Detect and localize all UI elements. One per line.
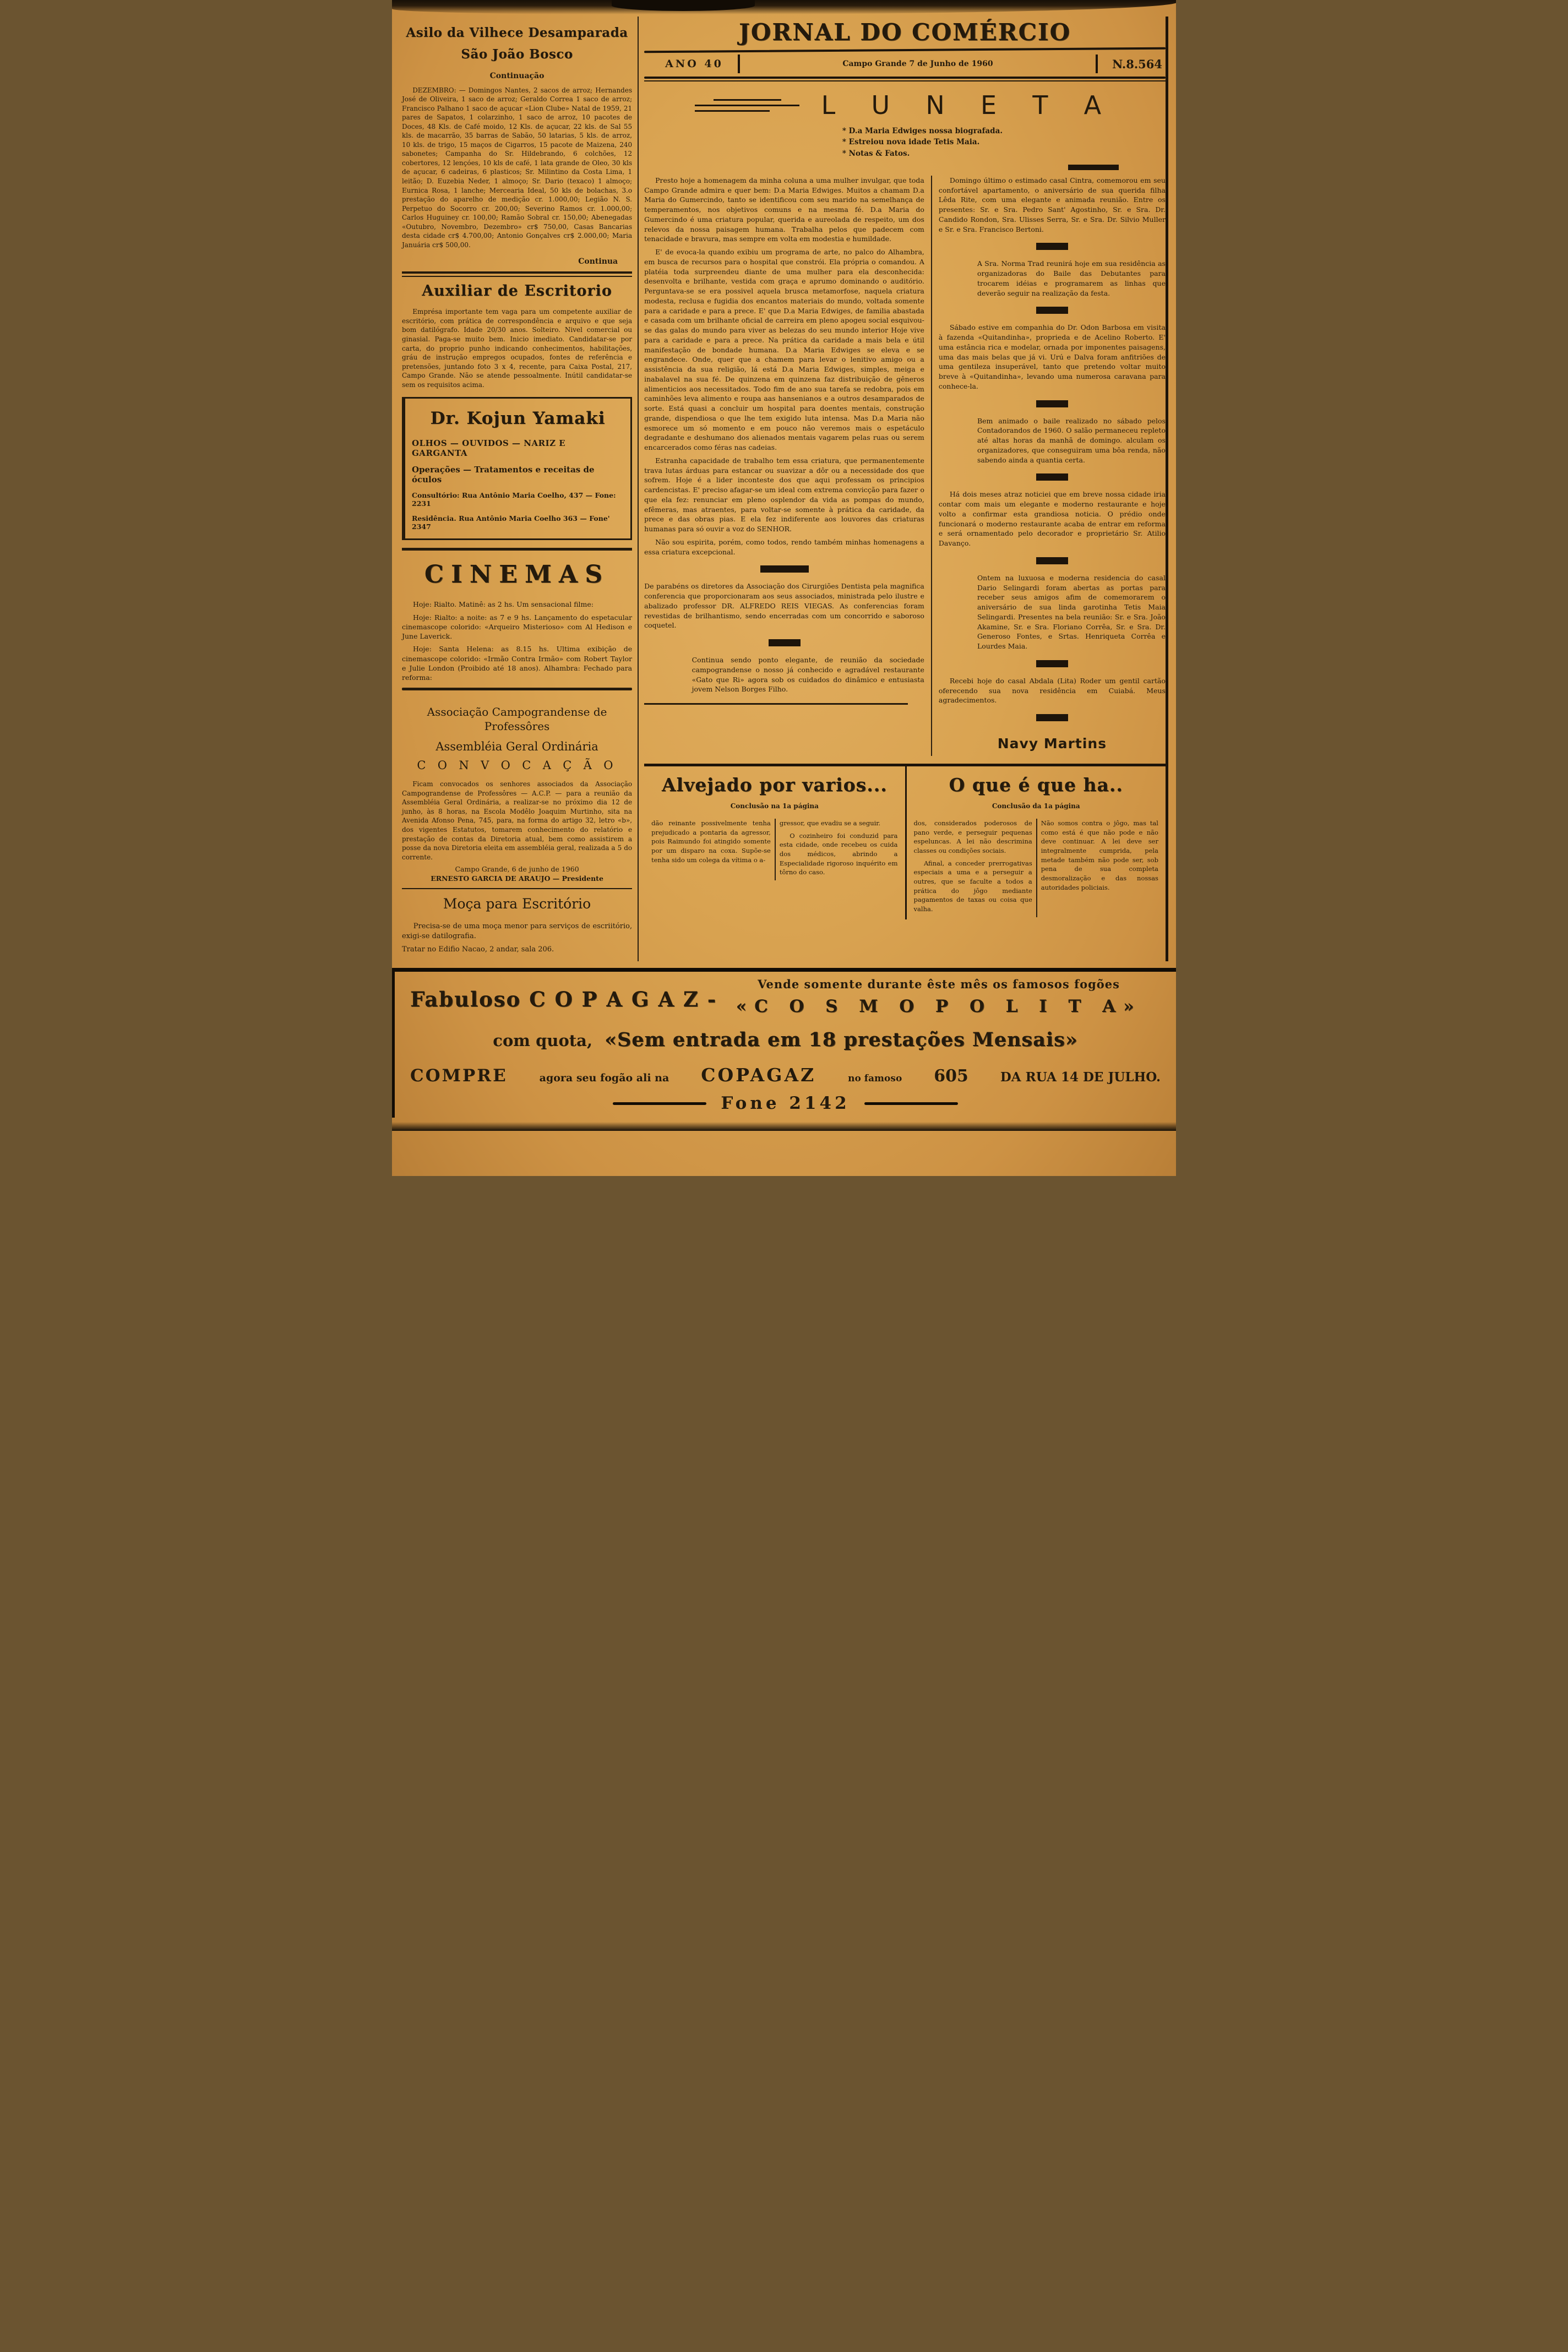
acp-dateline: Campo Grande, 6 de junho de 1960 xyxy=(455,865,579,874)
right-region xyxy=(639,17,1168,961)
luneta-bullet: * D.a Maria Edwiges nossa biografada. xyxy=(842,127,1003,135)
columnist-signature: Navy Martins xyxy=(997,736,1107,752)
oque-text: Afinal, a conceder prerrogativas especiais a uma e a perseguir a outres, que se faculte a todos a prática do jôgo mediante pagamentos de taxas ou coisa que valha. xyxy=(913,859,1032,913)
moca-title: Moça para Escritório xyxy=(443,896,591,912)
alvejado-text: gressor, que evadiu se a seguir. xyxy=(779,819,881,827)
masthead-rule-thin xyxy=(644,80,1166,81)
page-content xyxy=(401,17,1168,961)
copagaz-cta-text: agora seu fogão ali na xyxy=(539,1072,669,1084)
copagaz-product-name: «C O S M O P O L I T A» xyxy=(736,997,1142,1016)
copagaz-brand: Fabuloso C O P A G A Z - xyxy=(410,987,717,1011)
section-bar xyxy=(1068,165,1119,170)
luneta-header xyxy=(644,90,1166,120)
oque-title: O que é que ha.. xyxy=(949,774,1123,796)
separator-bar xyxy=(1036,473,1068,481)
article-alvejado xyxy=(644,766,905,919)
cinemas-item: Hoje: Rialto. Matinê: as 2 hs. Um sensacional filme: xyxy=(413,600,594,609)
social-notes-column xyxy=(931,176,1166,756)
cinemas-item: Hoje: Rialto: a noite: as 7 e 9 hs. Lançamento do espetacular cinemascope colorido: «Arqueiro Misterioso» com Al Hedison e June Laverick. xyxy=(402,613,633,641)
oque-col-1 xyxy=(910,819,1036,917)
asilo-body: DEZEMBRO: — Domingos Nantes, 2 sacos de arroz; Hernandes José de Oliveira, 1 saco de arroz; Geraldo Correa 1 saco de arroz; Francisco Palhano 1 saco de açucar «Lion Clube» Natal de 1959, 21 pares de Sapatos, 1 colarzinho, 1 saco de arroz, 10 pacotes de Doces, 48 Kls. de Café moido, 12 Kls. de açucar, 22 kls. de Sal 55 kls. de macarrão, 35 barras de Sabão, 50 latarias, 5 kls. de arroz, 10 kls. de trigo, 15 maços de Cigarros, 15 pacote de Maizena, 240 sabonetes; Campanha do Sr. Hildebrando, 6 colchões, 12 cobertores, 12 lençóes, 10 kls de café, 1 lata grande de Oleo, 30 kls de açucar, 6 cadeiras, 6 plasticos; Sr. Milintino da Costa Lima, 1 leitão; D. Euzebia Neder, 1 almoço; Sr. Dario (texaco) 1 almoço; Eurnica Rosa, 1 lanche; Mercearia Ideal, 50 kls de bolachas, 3.o prestação do aparelho de medição cr. 1.000,00; Legião N. S. Perpetuo do Socorro cr. 200,00; Severino Ramos cr. 1.000,00; Carlos Huguiney cr. 100,00; Ramão Sobral cr. 150,00; Abenegadas «Outubro, Novembro, Dezembro» cr$ 750,00, Casas Bancarias desta cidade cr$ 4.700,00; Antonio Gonçalves cr$ 2.000,00; Maria Januária cr$ 500,00. xyxy=(402,86,633,249)
masthead xyxy=(644,19,1166,81)
acp-convocacao-title: C O N V O C A Ç Ã O xyxy=(417,759,617,772)
torn-edge-bottom xyxy=(392,1121,1176,1131)
masthead-rule xyxy=(644,77,1166,79)
oque-continuation-note: Conclusão da 1a página xyxy=(992,802,1080,810)
social-note: Domingo último o estimado casal Cintra, comemorou em seu confortável apartamento, o aniversário de sua querida filha Lêda Rite, com uma elegante e animada reunião. Entre os presentes: Sr. e Sra. Pedro Sant' Agostinho, Sr. e Sra. Dr. Candido Rondon, Sra. Ulisses Serra, Sr. e Sra. Dr. Silvio Muller e Sr. e Sra. Francisco Bertoni. xyxy=(938,176,1166,233)
article-oque xyxy=(905,766,1166,919)
separator-bar xyxy=(1036,557,1068,564)
auxiliar-body: Emprésa importante tem vaga para um competente auxiliar de escritório, com prática de correspondência e arquivo e que seja bom datilógrafo. Idade 20/30 anos. Solteiro. Nivel comercial ou ginasial. Paga-se muito bem. Inicio imediato. Candidatar-se por carta, do proprio punho indicando conhecimentos, habilitações, gráu de instrução empregos ocupados, fontes de referência e pretensões, juntando foto 3 x 4, recente, para Caixa Postal, 217, Campo Grande. Não se atende pessoalmente. Inútil candidatar-se sem os requisitos acima. xyxy=(402,308,633,389)
alvejado-continuation-note: Conclusão na 1a página xyxy=(730,802,819,810)
separator-bar xyxy=(760,565,809,573)
divider xyxy=(402,271,632,277)
newspaper-title: JORNAL DO COMÉRCIO xyxy=(738,19,1071,46)
separator-bar xyxy=(769,639,801,646)
copagaz-installments: «Sem entrada em 18 prestações Mensais» xyxy=(605,1028,1078,1051)
yamaki-home-address: Residência. Rua Antônio Maria Coelho 363 — Fone' 2347 xyxy=(412,514,610,531)
newspaper-page xyxy=(392,0,1176,1176)
copagaz-tagline: Vende somente durante êste mês os famosos fogões xyxy=(758,977,1120,991)
luneta-bullets xyxy=(842,126,1166,159)
notice-acp xyxy=(402,696,632,883)
asilo-continua: Continua xyxy=(578,257,618,266)
yamaki-title: Dr. Kojun Yamaki xyxy=(430,409,606,429)
moca-body-1: Precisa-se de uma moça menor para serviços de escriitório, exigi-se datilografia. xyxy=(402,922,633,941)
continued-articles xyxy=(644,764,1166,919)
luneta-title: L U N E T A xyxy=(821,90,1115,120)
yamaki-specialties: OLHOS — OUVIDOS — NARIZ E GARGANTA xyxy=(412,438,566,459)
auxiliar-title: Auxiliar de Escritorio xyxy=(422,282,612,300)
ad-moca xyxy=(402,896,632,955)
separator-bar xyxy=(1036,307,1068,314)
asilo-subhead: Continuação xyxy=(489,71,545,80)
social-note: Há dois meses atraz noticiei que em breve nossa cidade iria contar com mais um elegante e moderno restaurante e hoje volto a confirmar esta grandiosa noticia. O prédio onde funcionará o moderno restaurante acaba de entrar em reforma e será ornamentado pelo decorador e proprietário Sr. Atilio Davanço. xyxy=(938,490,1166,547)
copagaz-street-number: 605 xyxy=(934,1066,968,1086)
copagaz-cta-text: no famoso xyxy=(848,1073,902,1084)
luneta-paragraph: Continua sendo ponto elegante, de reunião da sociedade campograndense o nosso já conhecido e agradável restaurante «Gato que Ri» agora sob os cuidados do dinâmico e entusiasta jovem Nelson Borges Filho. xyxy=(692,656,924,694)
alvejado-text: O cozinheiro foi conduzid para esta cidade, onde recebeu os cuida dos médicos, abrindo a Especialidade rigoroso inquérito em tôrno do caso. xyxy=(779,831,898,876)
edition-year: ANO 40 xyxy=(665,58,723,70)
copagaz-street-name: DA RUA 14 DE JULHO. xyxy=(1000,1070,1161,1085)
edition-date: Campo Grande 7 de Junho de 1960 xyxy=(842,59,993,68)
luneta-paragraph: E' de evoca-la quando exibiu um programa de arte, no palco do Alhambra, em busca de recursos para o hospital que constrói. Ela própria o comandou. A platéia toda surpreendeu diante de uma mulher para ela desconhecida: desenvolta e brilhante, vestida com graça e aprumo dominando o auditório. Perguntava-se se era possivel aquela brusca metamorfose, naquela criatura modesta, reclusa e fugidia dos encantos materiais do mundo, voltada somente para a caridade e para a prece. E' que D.a Maria Edwiges, de familia abastada e casada com um brilhante oficial de carreira em pleno apogeu social esquivou-se das galas do mundo para viver as belezas do seu mundo interior Hoje vive para a caridade e para a prece. Na prática da caridade a mais bela e útil manifestação de bondade humana. D.a Maria Edwiges se eleva e se engrandece. Onde, quer que a chamem para levar o lenitivo amigo ou a assistência da sua religião, lá está D.a Maria Edwiges, simples, meiga e inabalavel na sua fé. De quinzena em quinzena faz distribuição de gêneros alimenticios aos necessitados. Todo fim de ano sua tarefa se redobra, pois em caminhões leva alimento e roupa aas hansenianos e a outros desamparados de sorte. Está quasi a concluir um hospital para doentes mentais, construção grande, dispendiosa o que lhe tem exigido luta intensa. Mas D.a Maria não esmorece um só momento e em pouco não veremos mais o espetáculo degradante e deshumano dos alienados mentais vagarem pelas ruas ou serem encarcerados como féras nas cadeias. xyxy=(644,248,924,451)
alvejado-text: dão reinante possivelmente tenha prejudicado a pontaria da agressor, pois Raimundo foi atingido somente por um disparo na coxa. Supõe-se tenha sido um colega da vítima o a- xyxy=(651,819,771,864)
yamaki-office-address: Consultório: Rua Antônio Maria Coelho, 437 — Fone: 2231 xyxy=(412,491,616,508)
decorative-rule xyxy=(613,1102,706,1105)
oque-text: dos, considerados poderosos de pano verde, e perseguir pequenas espeluncas. A lei não descrimina classes ou condições sociais. xyxy=(913,819,1032,855)
moca-body-2: Tratar no Edifio Nacao, 2 andar, sala 206. xyxy=(402,945,554,954)
cinemas-title: CINEMAS xyxy=(424,560,610,589)
copagaz-cta: COMPRE xyxy=(410,1066,508,1086)
acp-signature: ERNESTO GARCIA DE ARAUJO — Presidente xyxy=(431,874,603,883)
alvejado-col-2 xyxy=(775,819,902,880)
social-note: A Sra. Norma Trad reunirá hoje em sua residência as organizadoras do Baile das Debutantes para trocarem idéias e programarem as linhas que deverão seguir na realização da festa. xyxy=(977,259,1166,297)
luneta-article-column xyxy=(644,176,931,756)
article-auxiliar xyxy=(402,282,632,389)
article-asilo xyxy=(402,25,632,266)
social-note: Recebi hoje do casal Abdala (Lita) Roder um gentil cartão oferecendo sua nova residência em Cuiabá. Meus agradecimentos. xyxy=(938,676,1166,705)
luneta-columns xyxy=(644,176,1166,756)
copagaz-store-name: COPAGAZ xyxy=(701,1064,816,1086)
social-note: Bem animado o baile realizado no sábado pelos Contadorandos de 1960. O salão permaneceu repleto até altas horas da manhã de domingo. alculam os organizadores, que conseguiram uma bôa renda, não sabendo ainda a quantia certa. xyxy=(977,416,1166,464)
copagaz-phone: Fone 2142 xyxy=(721,1093,850,1113)
section-cinemas xyxy=(402,548,632,682)
luneta-bullet: * Estreiou nova idade Tetis Maia. xyxy=(842,138,980,147)
luneta-bullet: * Notas & Fatos. xyxy=(842,149,910,158)
separator-bar xyxy=(1036,660,1068,667)
divider xyxy=(402,688,632,690)
luneta-paragraph: De parabéns os diretores da Associação dos Cirurgiões Dentista pela magnifica conferencia que proporcionaram aos seus associados, ministrada pelo ilustre e abalizado professor DR. ALFREDO REIS VIEGAS. As conferencias foram revestidas de brilhantismo, sendo encerradas com um concorrido e saboroso coquetel. xyxy=(644,582,924,630)
masthead-divider-bar xyxy=(1096,55,1098,73)
alvejado-col-1 xyxy=(647,819,775,880)
social-note: Ontem na luxuosa e moderna residencia do casal Dario Selingardi foram abertas as portas para receber seus amigos afim de comemorarem o aniversário de sua linda garotinha Tetis Maia Selingardi. Presentes na bela reunião: Sr. e Sra. João Akamine, Sr. e Sra. Floriano Corrêa, Sr. e Sra. Dr. Generoso Fontes, e Srtas. Henriqueta Corrêa e Lourdes Maia. xyxy=(977,573,1166,650)
social-note: Sábado estive em companhia do Dr. Odon Barbosa em visita à fazenda «Quitandinha», proprieda e de Acelino Roberto. E' uma estância rica e modelar, ornada por imponentes paisagens, uma das mais belas que já vi. Urú e Dalva foram anfitriões de uma gentileza insuperável, tanto que pretendo voltar muito breve à «Quitandinha», levando uma numerosa caravana para conhece-la. xyxy=(938,323,1166,390)
asilo-title-line2: São João Bosco xyxy=(461,46,573,62)
luneta-paragraph: Presto hoje a homenagem da minha coluna a uma mulher invulgar, que toda Campo Grande admira e quer bem: D.a Maria Edwiges. Muitos a chamam D.a Maria do Gumercindo, tanto se identificou com seu marido na semelhança de temperamentos, nos objetivos comuns e na mesma fé. D.a Maria do Gumercindo é uma criatura popular, querida e aureolada de respeito, um dos relevos da nossa paisagem humana. Trabalha pelos que padecem com tenacidade e bravura, mas sempre em volta em modestia e humildade. xyxy=(644,176,924,243)
separator-bar xyxy=(1036,714,1068,721)
separator-bar xyxy=(1036,243,1068,250)
column-end-rule xyxy=(644,703,908,705)
divider xyxy=(402,888,632,889)
ink-smudge xyxy=(612,0,755,11)
left-column xyxy=(401,17,639,961)
luneta-paragraph: Estranha capacidade de trabalho tem essa criatura, que permanentemente trava lutas árduas para estancar ou suavizar a dôr ou a necessidade dos que sofrem. Hoje é a lider inconteste dos que aqui professam os principios cardencistas. E' preciso afagar-se um ideal com extrema convicção para fazer o que ela fez: renunciar em pleno osplendor da vida as pompas do mundo, efêmeras, mas atraentes, para voltar-se somente à prática da caridade, da prece e das obras pias. E ela fez indiferente aos louvores das criaturas humanas para só ouvir a voz do SENHOR. xyxy=(644,456,924,533)
luneta-paragraph: Não sou espirita, porém, como todos, rendo também minhas homenagens a essa criatura excepcional. xyxy=(644,537,924,556)
separator-bar xyxy=(1036,400,1068,407)
asilo-title-line1: Asilo da Vilhece Desamparada xyxy=(406,25,628,40)
decorative-rule xyxy=(864,1102,958,1105)
acp-body: Ficam convocados os senhores associados da Associação Campograndense de Professôres — A.C.P. — para a reunião da Assembléia Geral Ordinária, a realizar-se no próximo dia 12 de junho, às 8 horas, na Escola Modêlo Joaquim Murtinho, sita na Avenida Afonso Pena, 745, para, na forma do artigo 32, letro «b», dos vigentes Estatutos, tomarem conhecimento do relatório e prestação de contas da Diretoria atual, bem como assistirem a posse da nova Diretoria eleita em assembléia geral, realizada a 5 do corrente. xyxy=(402,780,633,861)
ad-yamaki xyxy=(402,397,632,540)
oque-text: Não somos contra o jôgo, mas tal como está é que não pode e não deve continuar. A lei deve ser integralmente cumprida, pela metade também não pode ser, sob pena de sua completa desmoralização e das nossas autoridades policiais. xyxy=(1041,819,1158,891)
acp-assembly-title: Assembléia Geral Ordinária xyxy=(435,740,598,754)
edition-number: N.8.564 xyxy=(1112,57,1162,71)
torn-edge-top xyxy=(392,0,1176,14)
alvejado-title: Alvejado por varios... xyxy=(661,774,888,796)
cinemas-item: Hoje: Santa Helena: as 8.15 hs. Ultima exibição de cinemascope colorido: «Irmão Contra Irmão» com Robert Taylor e Julie London (Proibido até 18 anos). Alhambra: Fechado para reforma: xyxy=(402,645,633,682)
ad-copagaz xyxy=(392,968,1176,1118)
masthead-divider-bar xyxy=(738,55,740,73)
oque-col-2 xyxy=(1036,819,1162,917)
flourish-lines xyxy=(695,95,799,116)
masthead-infobar xyxy=(644,52,1166,75)
acp-association-name: Associação Campograndense de Professôres xyxy=(427,705,607,733)
yamaki-services: Operações — Tratamentos e receitas de óculos xyxy=(412,465,595,485)
copagaz-quota: com quota, xyxy=(493,1031,593,1050)
